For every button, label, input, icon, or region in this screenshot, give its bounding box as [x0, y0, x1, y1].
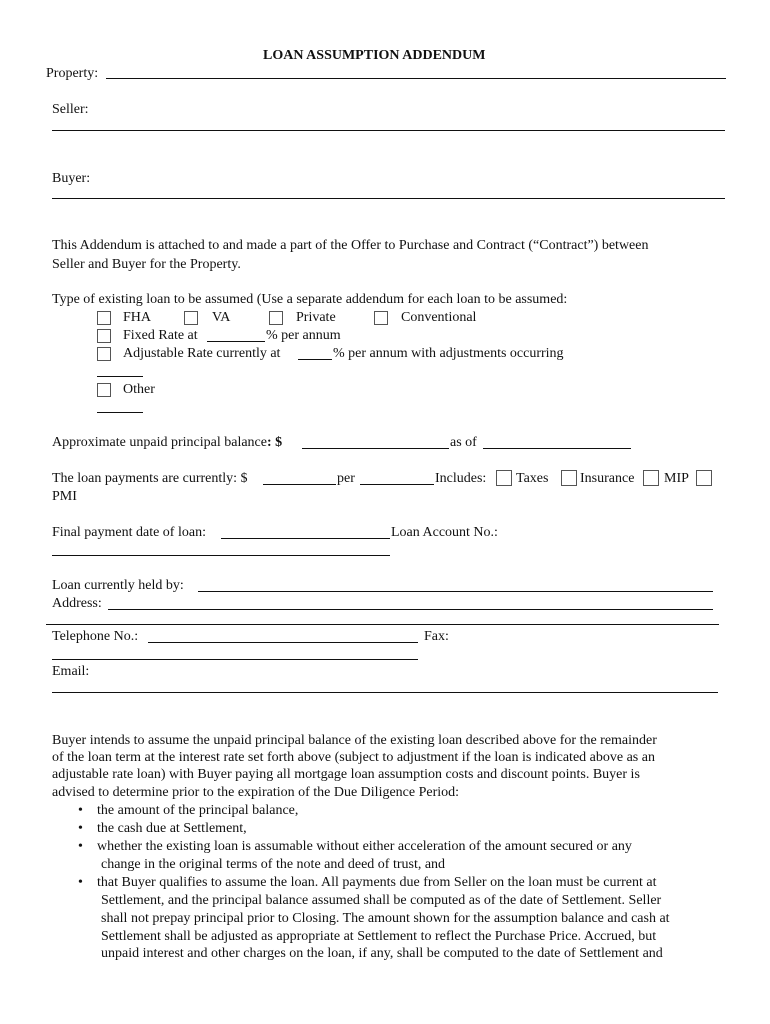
fax-field[interactable] [52, 659, 418, 660]
other-label: Other [123, 382, 155, 397]
va-label: VA [212, 310, 231, 325]
bullet-4-line-4: Settlement shall be adjusted as appropriate at Settlement to reflect the Purchase Price. Accrued, but [101, 929, 657, 944]
conventional-checkbox[interactable] [374, 311, 388, 325]
loan-account-label: Loan Account No.: [391, 525, 498, 540]
fha-label: FHA [123, 310, 152, 325]
fax-label: Fax: [424, 629, 449, 644]
property-field[interactable] [106, 78, 726, 79]
bullet-3-line-1: whether the existing loan is assumable without either acceleration of the amount secured or any [97, 839, 632, 854]
address-label: Address: [52, 596, 102, 611]
balance-amount-field[interactable] [302, 448, 449, 449]
insurance-label: Insurance [580, 471, 635, 486]
includes-label: Includes: [435, 471, 487, 486]
pmi-checkbox[interactable] [696, 470, 712, 486]
adjustable-rate-label: Adjustable Rate currently at [123, 346, 281, 361]
payment-per-label: per [337, 471, 355, 486]
balance-label: Approximate unpaid principal balance: $ [52, 435, 283, 450]
bullet-glyph: • [78, 821, 83, 836]
intro-line-1: This Addendum is attached to and made a part of the Offer to Purchase and Contract (“Contract”) between [52, 238, 649, 253]
mip-label: MIP [664, 471, 689, 486]
seller-field[interactable] [52, 130, 725, 131]
final-payment-field[interactable] [221, 538, 390, 539]
email-label: Email: [52, 664, 90, 679]
loan-account-field[interactable] [52, 555, 390, 556]
fha-checkbox[interactable] [97, 311, 111, 325]
body-line-2: of the loan term at the interest rate set forth above (subject to adjustment if the loan is indicated above as an [52, 750, 655, 765]
fixed-rate-checkbox[interactable] [97, 329, 111, 343]
body-line-1: Buyer intends to assume the unpaid principal balance of the existing loan described above for the remainder [52, 733, 657, 748]
bullet-1-line-1: the amount of the principal balance, [97, 803, 299, 818]
section-divider [46, 624, 719, 625]
telephone-field[interactable] [148, 642, 418, 643]
bullet-4-line-5: unpaid interest and other charges on the loan, if any, shall be computed to the date of Settlement and [101, 946, 663, 961]
fixed-rate-field[interactable] [207, 341, 265, 342]
property-label: Property: [46, 66, 99, 81]
conventional-label: Conventional [401, 310, 477, 325]
bullet-glyph: • [78, 839, 83, 854]
intro-line-2: Seller and Buyer for the Property. [52, 257, 241, 272]
fixed-rate-suffix: % per annum [266, 328, 341, 343]
bullet-3-line-2: change in the original terms of the note and deed of trust, and [101, 857, 446, 872]
payments-label: The loan payments are currently: $ [52, 471, 248, 486]
private-checkbox[interactable] [269, 311, 283, 325]
bullet-4-line-3: shall not prepay principal prior to Closing. The amount shown for the assumption balance and cash at [101, 911, 670, 926]
adjustable-rate-suffix: % per annum with adjustments occurring [333, 346, 564, 361]
payment-period-field[interactable] [360, 484, 434, 485]
page-title: LOAN ASSUMPTION ADDENDUM [263, 48, 486, 63]
held-by-field[interactable] [198, 591, 713, 592]
balance-as-of-label: as of [450, 435, 477, 450]
va-checkbox[interactable] [184, 311, 198, 325]
seller-label: Seller: [52, 102, 89, 117]
payment-amount-field[interactable] [263, 484, 336, 485]
email-field[interactable] [52, 692, 718, 693]
buyer-label: Buyer: [52, 171, 91, 186]
bullet-glyph: • [78, 803, 83, 818]
mip-checkbox[interactable] [643, 470, 659, 486]
private-label: Private [296, 310, 336, 325]
address-field[interactable] [108, 609, 713, 610]
bullet-4-line-1: that Buyer qualifies to assume the loan. All payments due from Seller on the loan must be current at [97, 875, 657, 890]
adjustable-rate-field[interactable] [298, 359, 332, 360]
body-line-3: adjustable rate loan) with Buyer paying all mortgage loan assumption costs and discount points. Buyer is [52, 767, 640, 782]
taxes-checkbox[interactable] [496, 470, 512, 486]
buyer-field[interactable] [52, 198, 725, 199]
bullet-glyph: • [78, 875, 83, 890]
fixed-rate-label: Fixed Rate at [123, 328, 198, 343]
balance-date-field[interactable] [483, 448, 631, 449]
insurance-checkbox[interactable] [561, 470, 577, 486]
body-line-4: advised to determine prior to the expiration of the Due Diligence Period: [52, 785, 460, 800]
other-checkbox[interactable] [97, 383, 111, 397]
other-field[interactable] [97, 412, 143, 413]
bullet-2-line-1: the cash due at Settlement, [97, 821, 247, 836]
pmi-label: PMI [52, 489, 77, 504]
held-by-label: Loan currently held by: [52, 578, 184, 593]
adjustable-rate-checkbox[interactable] [97, 347, 111, 361]
telephone-label: Telephone No.: [52, 629, 139, 644]
taxes-label: Taxes [516, 471, 549, 486]
bullet-4-line-2: Settlement, and the principal balance assumed shall be computed as of the date of Settlement. Seller [101, 893, 662, 908]
final-payment-label: Final payment date of loan: [52, 525, 206, 540]
loan-type-prompt: Type of existing loan to be assumed (Use a separate addendum for each loan to be assumed: [52, 292, 568, 307]
adjustments-field[interactable] [97, 376, 143, 377]
